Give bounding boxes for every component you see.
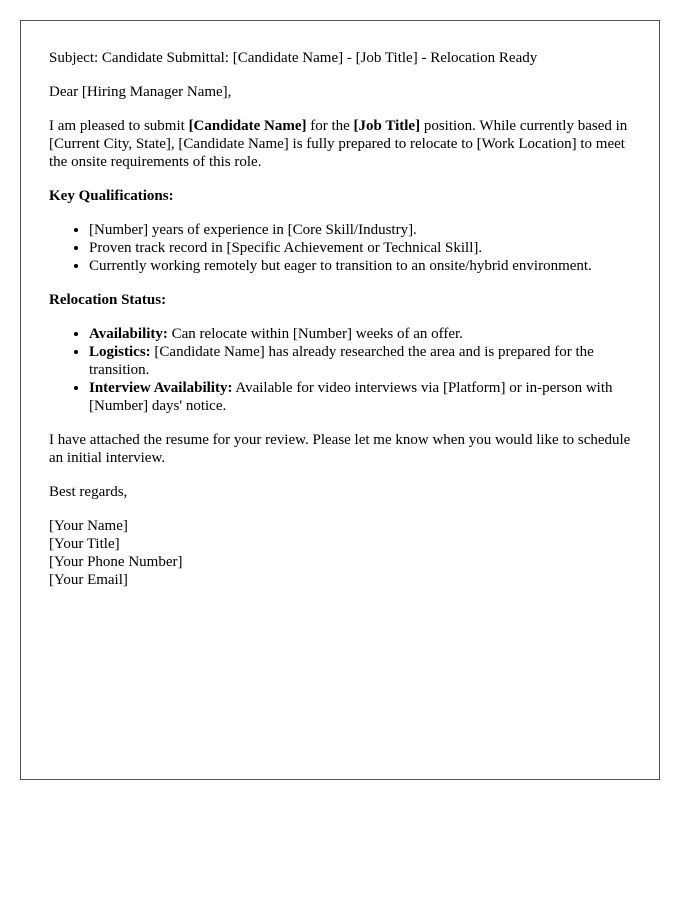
list-item: • [Number] years of experience in [Core Skill/Industry]. bbox=[89, 221, 631, 239]
intro-text-1: I am pleased to submit bbox=[49, 118, 189, 134]
signature-email: [Your Email] bbox=[49, 572, 128, 588]
relocation-heading: Relocation Status: bbox=[49, 292, 167, 308]
candidate-name: [Candidate Name] bbox=[188, 118, 307, 134]
sign-off: Best regards, bbox=[49, 484, 128, 500]
item-label: Interview Availability: bbox=[89, 380, 233, 396]
subject-line: Subject: Candidate Submittal: [Candidate Name] - [Job Title] - Relocation Ready bbox=[49, 50, 538, 66]
signature-name: [Your Name] bbox=[49, 518, 128, 534]
signature-block bbox=[49, 517, 631, 589]
greeting: Dear [Hiring Manager Name], bbox=[49, 84, 232, 100]
intro-text-2: for the bbox=[306, 118, 354, 134]
item-text: Available for video interviews via [Platform] or in-person with [Number] days' notice. bbox=[89, 380, 613, 414]
intro-text-3: position. While currently based in [Current City, State], [Candidate Name] is fully prepared to relocate to [Work Location] to meet the onsite requirements of this role. bbox=[49, 118, 628, 170]
item-text: [Candidate Name] has already researched the area and is prepared for the transition. bbox=[89, 344, 594, 378]
item-text: Can relocate within [Number] weeks of an offer. bbox=[167, 326, 463, 342]
relocation-list bbox=[49, 325, 631, 415]
list-item bbox=[89, 325, 631, 343]
list-item: • Currently working remotely but eager to transition to an onsite/hybrid environment. bbox=[89, 257, 631, 275]
signature-title: [Your Title] bbox=[49, 536, 120, 552]
qualifications-heading: Key Qualifications: bbox=[49, 188, 174, 204]
list-item: • Proven track record in [Specific Achievement or Technical Skill]. bbox=[89, 239, 631, 257]
list-item bbox=[89, 379, 631, 415]
list-item bbox=[89, 343, 631, 379]
closing-paragraph: I have attached the resume for your review. Please let me know when you would like to schedule an initial interview. bbox=[49, 432, 631, 466]
item-label: Logistics: bbox=[89, 344, 151, 360]
intro-paragraph bbox=[49, 117, 631, 171]
job-title: [Job Title] bbox=[353, 118, 421, 134]
signature-phone: [Your Phone Number] bbox=[49, 554, 183, 570]
item-label: Availability: bbox=[89, 326, 168, 342]
qualifications-list bbox=[49, 221, 631, 275]
letter bbox=[20, 20, 660, 780]
